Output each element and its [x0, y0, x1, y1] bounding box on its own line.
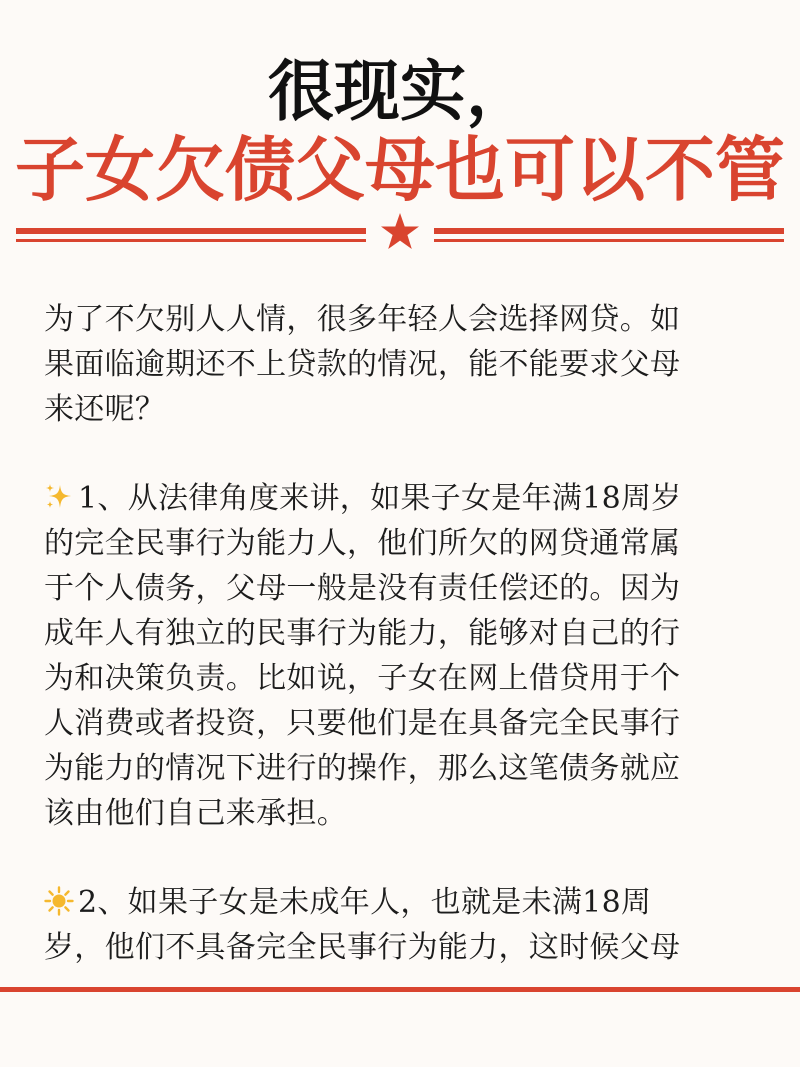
bottom-rule	[0, 987, 800, 992]
text-line: 为和决策负责。比如说，子女在网上借贷用于个	[44, 661, 681, 696]
text-line: 为能力的情况下进行的操作，那么这笔债务就应	[44, 751, 681, 786]
title-line-2: 子女欠债父母也可以不管	[15, 129, 785, 211]
text-line	[44, 880, 764, 925]
title-divider	[16, 211, 784, 261]
text-line: 该由他们自己来承担。	[44, 796, 347, 831]
title-line-1: 很现实，	[268, 53, 532, 130]
star-icon	[379, 211, 421, 253]
point-2-paragraph	[44, 880, 764, 970]
sun-icon	[44, 886, 74, 916]
text-line: 来还呢？	[44, 392, 166, 427]
point-2-line-1-text: 2、如果子女是未成年人，也就是未满18周	[78, 885, 652, 920]
point-1-paragraph	[44, 476, 764, 836]
text-line: 于个人债务，父母一般是没有责任偿还的。因为	[44, 571, 681, 606]
text-line: 岁，他们不具备完全民事行为能力，这时候父母	[44, 930, 681, 965]
text-line: 的完全民事行为能力人，他们所欠的网贷通常属	[44, 526, 681, 561]
intro-paragraph	[44, 297, 764, 432]
text-line: 成年人有独立的民事行为能力，能够对自己的行	[44, 616, 681, 651]
text-line: 为了不欠别人人情，很多年轻人会选择网贷。如	[44, 302, 681, 337]
text-line: 果面临逾期还不上贷款的情况，能不能要求父母	[44, 347, 681, 382]
text-line	[44, 476, 764, 521]
point-1-line-1-text: 1、从法律角度来讲，如果子女是年满18周岁	[78, 481, 682, 516]
sparkles-icon	[44, 482, 74, 512]
text-line: 人消费或者投资，只要他们是在具备完全民事行	[44, 706, 681, 741]
